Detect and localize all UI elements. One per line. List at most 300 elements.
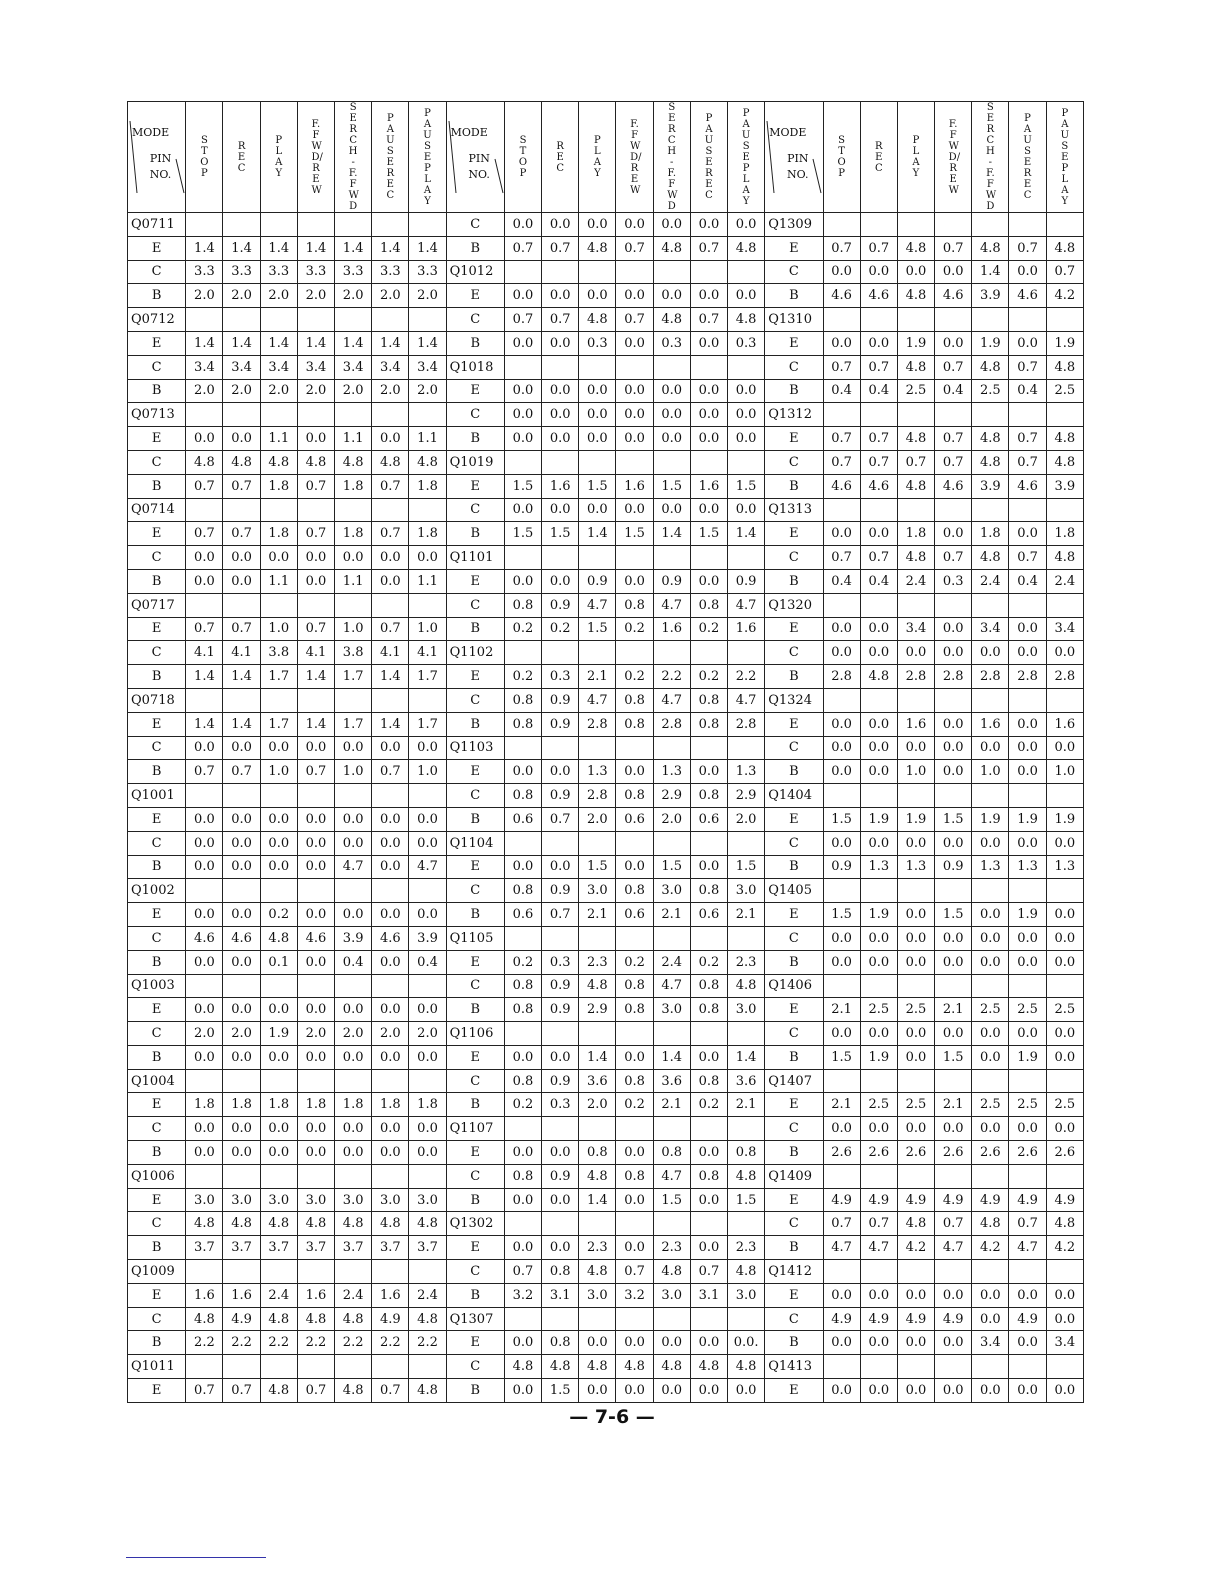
voltage-cell: 0.9	[579, 569, 616, 593]
voltage-cell	[653, 831, 690, 855]
voltage-cell: 0.0	[542, 213, 579, 237]
voltage-cell: 0.0	[823, 617, 860, 641]
pin-id: E	[128, 331, 186, 355]
voltage-cell: 1.8	[897, 522, 934, 546]
voltage-cell	[690, 831, 727, 855]
voltage-cell: 1.4	[335, 331, 372, 355]
pin-id: B	[128, 1141, 186, 1165]
mode-column-label: SERCH-F.FWD	[985, 102, 997, 212]
voltage-cell: 0.7	[1009, 450, 1046, 474]
voltage-cell: 2.2	[297, 1331, 334, 1355]
voltage-cell: 1.4	[653, 522, 690, 546]
voltage-cell: 0.0	[297, 569, 334, 593]
voltage-cell: 0.0	[935, 950, 972, 974]
voltage-cell: 1.4	[297, 712, 334, 736]
voltage-cell: 2.8	[935, 665, 972, 689]
table-row	[128, 403, 1084, 427]
table-row	[128, 213, 1084, 237]
voltage-cell: 2.0	[223, 284, 260, 308]
voltage-cell: 4.8	[1046, 1212, 1083, 1236]
voltage-cell	[728, 260, 765, 284]
voltage-cell	[1046, 498, 1083, 522]
mode-column-header	[409, 102, 446, 213]
voltage-cell: 0.0	[616, 284, 653, 308]
pin-id: B	[128, 950, 186, 974]
voltage-cell	[728, 1117, 765, 1141]
voltage-cell: 0.7	[297, 1379, 334, 1403]
voltage-cell: 0.0	[504, 760, 541, 784]
voltage-cell: 0.0	[260, 807, 297, 831]
voltage-cell: 1.4	[579, 522, 616, 546]
voltage-cell	[935, 784, 972, 808]
voltage-cell	[897, 688, 934, 712]
voltage-cell: 4.6	[1009, 284, 1046, 308]
voltage-cell: 2.4	[335, 1283, 372, 1307]
voltage-cell: 0.7	[186, 617, 223, 641]
mode-column-label: PLAY	[593, 135, 601, 179]
voltage-cell	[935, 498, 972, 522]
pin-id: E	[765, 998, 823, 1022]
voltage-cell: 0.0	[728, 403, 765, 427]
voltage-cell	[297, 879, 334, 903]
pin-id: B	[446, 1379, 504, 1403]
voltage-cell: 0.0	[297, 1117, 334, 1141]
voltage-cell: 0.0	[542, 498, 579, 522]
voltage-cell: 0.0	[297, 427, 334, 451]
transistor-id: Q1019	[446, 450, 504, 474]
voltage-cell	[542, 450, 579, 474]
voltage-cell: 0.0	[542, 1141, 579, 1165]
voltage-cell: 0.3	[728, 331, 765, 355]
voltage-cell: 1.4	[335, 236, 372, 260]
voltage-cell: 0.0	[542, 855, 579, 879]
voltage-cell: 4.8	[972, 355, 1009, 379]
voltage-cell: 1.6	[297, 1283, 334, 1307]
voltage-cell: 0.0	[690, 498, 727, 522]
voltage-cell	[728, 1022, 765, 1046]
voltage-cell	[616, 355, 653, 379]
voltage-cell: 0.0	[223, 569, 260, 593]
mode-column-header	[1009, 102, 1046, 213]
voltage-cell: 0.0	[579, 403, 616, 427]
voltage-cell: 0.7	[372, 760, 409, 784]
voltage-cell: 2.6	[1009, 1141, 1046, 1165]
voltage-cell: 2.3	[579, 1236, 616, 1260]
voltage-cell: 4.7	[935, 1236, 972, 1260]
voltage-cell	[935, 1355, 972, 1379]
table-row	[128, 546, 1084, 570]
voltage-cell	[728, 641, 765, 665]
voltage-cell: 1.0	[897, 760, 934, 784]
voltage-cell: 0.9	[542, 784, 579, 808]
voltage-cell: 0.7	[823, 1212, 860, 1236]
voltage-cell: 2.5	[972, 998, 1009, 1022]
voltage-cell: 1.6	[372, 1283, 409, 1307]
voltage-cell	[542, 260, 579, 284]
voltage-cell	[897, 1164, 934, 1188]
voltage-cell: 4.6	[186, 926, 223, 950]
voltage-cell: 2.8	[579, 784, 616, 808]
pin-id: E	[128, 998, 186, 1022]
voltage-cell	[616, 1117, 653, 1141]
voltage-cell: 0.0	[223, 427, 260, 451]
voltage-cell: 1.8	[372, 1093, 409, 1117]
voltage-cell	[972, 688, 1009, 712]
voltage-cell: 4.2	[1046, 284, 1083, 308]
voltage-cell	[1046, 879, 1083, 903]
voltage-cell: 2.1	[653, 1093, 690, 1117]
voltage-cell: 4.8	[1046, 236, 1083, 260]
voltage-cell: 4.6	[1009, 474, 1046, 498]
voltage-cell	[409, 593, 446, 617]
voltage-cell: 0.0	[1046, 1379, 1083, 1403]
pin-id: E	[128, 427, 186, 451]
voltage-cell: 4.6	[372, 926, 409, 950]
pin-id: B	[446, 712, 504, 736]
voltage-cell: 0.0	[223, 855, 260, 879]
voltage-cell: 1.3	[972, 855, 1009, 879]
voltage-cell: 0.0	[223, 546, 260, 570]
voltage-cell	[542, 1022, 579, 1046]
voltage-cell: 0.0	[616, 1379, 653, 1403]
voltage-cell	[728, 1212, 765, 1236]
voltage-cell: 4.8	[186, 450, 223, 474]
voltage-cell	[186, 1069, 223, 1093]
transistor-id: Q1002	[128, 879, 186, 903]
voltage-cell	[335, 784, 372, 808]
voltage-cell: 0.0	[1046, 641, 1083, 665]
voltage-cell: 0.0	[186, 546, 223, 570]
voltage-cell: 4.8	[542, 1355, 579, 1379]
voltage-cell: 1.5	[823, 903, 860, 927]
voltage-cell	[728, 450, 765, 474]
voltage-cell: 0.7	[823, 427, 860, 451]
voltage-cell: 0.0	[1046, 1022, 1083, 1046]
voltage-cell	[1046, 213, 1083, 237]
mode-column-header	[616, 102, 653, 213]
voltage-cell: 2.2	[223, 1331, 260, 1355]
transistor-id: Q1011	[128, 1355, 186, 1379]
pin-id: E	[446, 474, 504, 498]
voltage-cell	[579, 831, 616, 855]
voltage-cell: 0.0	[409, 736, 446, 760]
voltage-cell: 2.0	[409, 1022, 446, 1046]
voltage-cell: 0.0	[972, 831, 1009, 855]
voltage-cell: 1.5	[504, 522, 541, 546]
voltage-cell	[897, 403, 934, 427]
voltage-cell: 1.7	[260, 712, 297, 736]
voltage-cell	[297, 1260, 334, 1284]
voltage-cell: 0.0	[223, 1117, 260, 1141]
voltage-cell: 0.0	[186, 569, 223, 593]
table-row	[128, 807, 1084, 831]
voltage-cell: 2.1	[823, 998, 860, 1022]
voltage-cell: 0.0	[616, 213, 653, 237]
voltage-cell: 2.6	[1046, 1141, 1083, 1165]
voltage-cell: 0.2	[690, 950, 727, 974]
voltage-cell: 2.0	[335, 1022, 372, 1046]
voltage-cell: 0.0	[823, 831, 860, 855]
voltage-cell: 0.0	[409, 807, 446, 831]
voltage-cell	[935, 879, 972, 903]
voltage-cell: 1.5	[504, 474, 541, 498]
voltage-cell: 4.8	[897, 546, 934, 570]
mode-column-label: PAUSE REC	[704, 113, 714, 201]
transistor-id: Q1009	[128, 1260, 186, 1284]
voltage-cell: 2.4	[972, 569, 1009, 593]
voltage-cell: 0.0	[223, 831, 260, 855]
voltage-cell: 1.8	[972, 522, 1009, 546]
pin-id: E	[765, 522, 823, 546]
voltage-cell: 3.0	[297, 1188, 334, 1212]
pin-id: B	[128, 855, 186, 879]
voltage-cell: 0.9	[653, 569, 690, 593]
voltage-cell: 4.6	[823, 474, 860, 498]
voltage-cell: 0.7	[372, 617, 409, 641]
voltage-cell	[504, 260, 541, 284]
pin-id: B	[765, 950, 823, 974]
voltage-cell: 0.6	[616, 903, 653, 927]
voltage-cell: 0.7	[297, 760, 334, 784]
voltage-cell: 0.0	[897, 1022, 934, 1046]
voltage-cell	[728, 1307, 765, 1331]
voltage-cell	[223, 1260, 260, 1284]
voltage-cell	[372, 498, 409, 522]
voltage-cell	[372, 879, 409, 903]
voltage-cell: 4.8	[860, 665, 897, 689]
voltage-cell: 0.0	[1009, 522, 1046, 546]
voltage-cell: 4.8	[579, 1260, 616, 1284]
voltage-cell: 0.0	[935, 760, 972, 784]
voltage-cell: 0.0	[653, 427, 690, 451]
voltage-cell: 0.0	[335, 546, 372, 570]
voltage-cell: 0.0	[186, 903, 223, 927]
voltage-cell	[297, 593, 334, 617]
voltage-cell: 0.7	[935, 546, 972, 570]
table-row	[128, 1117, 1084, 1141]
mode-column-header	[823, 102, 860, 213]
transistor-id: Q1012	[446, 260, 504, 284]
voltage-cell: 1.5	[935, 1045, 972, 1069]
voltage-cell: 3.0	[409, 1188, 446, 1212]
pin-id: C	[446, 1355, 504, 1379]
voltage-cell: 2.5	[860, 1093, 897, 1117]
voltage-cell: 4.8	[260, 926, 297, 950]
voltage-cell: 1.3	[579, 760, 616, 784]
voltage-cell: 0.0	[690, 1141, 727, 1165]
voltage-cell: 0.0	[728, 379, 765, 403]
voltage-cell: 0.0	[690, 403, 727, 427]
voltage-cell: 0.0	[335, 903, 372, 927]
voltage-cell: 0.8	[504, 712, 541, 736]
pin-id: C	[765, 926, 823, 950]
voltage-cell	[972, 213, 1009, 237]
voltage-cell: 0.3	[542, 950, 579, 974]
voltage-cell: 1.0	[972, 760, 1009, 784]
voltage-cell: 3.0	[728, 1283, 765, 1307]
pin-id: B	[128, 1236, 186, 1260]
voltage-cell	[1046, 974, 1083, 998]
table-row	[128, 974, 1084, 998]
voltage-cell: 3.7	[409, 1236, 446, 1260]
pin-id: B	[446, 998, 504, 1022]
mode-column-header	[335, 102, 372, 213]
pin-id: C	[765, 450, 823, 474]
voltage-cell: 0.7	[297, 617, 334, 641]
voltage-cell: 1.6	[653, 617, 690, 641]
voltage-cell: 1.6	[186, 1283, 223, 1307]
pin-id: C	[128, 1022, 186, 1046]
table-row	[128, 1236, 1084, 1260]
voltage-cell	[297, 308, 334, 332]
voltage-cell: 2.0	[579, 807, 616, 831]
voltage-cell: 0.8	[504, 1069, 541, 1093]
voltage-cell	[335, 974, 372, 998]
voltage-cell: 0.0	[260, 1045, 297, 1069]
transistor-id: Q1313	[765, 498, 823, 522]
voltage-cell: 2.0	[335, 379, 372, 403]
voltage-cell	[297, 498, 334, 522]
voltage-cell	[935, 974, 972, 998]
voltage-cell	[409, 688, 446, 712]
voltage-cell: 1.6	[542, 474, 579, 498]
table-row	[128, 1260, 1084, 1284]
pin-id: B	[765, 284, 823, 308]
voltage-cell: 0.7	[186, 760, 223, 784]
voltage-cell: 0.0	[335, 736, 372, 760]
voltage-cell: 4.8	[297, 450, 334, 474]
voltage-cell: 0.0	[186, 950, 223, 974]
voltage-cell: 0.7	[297, 522, 334, 546]
voltage-cell	[579, 1022, 616, 1046]
voltage-cell: 0.0	[335, 998, 372, 1022]
voltage-cell: 0.0	[297, 1045, 334, 1069]
voltage-cell: 3.0	[372, 1188, 409, 1212]
voltage-cell	[223, 593, 260, 617]
voltage-cell	[372, 784, 409, 808]
voltage-cell: 0.0	[690, 569, 727, 593]
voltage-cell: 0.0	[297, 1141, 334, 1165]
voltage-cell: 4.2	[897, 1236, 934, 1260]
page-number: — 7-6 —	[569, 1406, 655, 1428]
voltage-cell	[186, 403, 223, 427]
voltage-cell: 0.7	[223, 760, 260, 784]
voltage-cell: 4.9	[935, 1307, 972, 1331]
voltage-cell: 1.8	[297, 1093, 334, 1117]
pin-id: B	[446, 807, 504, 831]
voltage-cell	[542, 641, 579, 665]
voltage-cell: 2.2	[372, 1331, 409, 1355]
voltage-cell: 3.4	[972, 617, 1009, 641]
mode-column-header	[223, 102, 260, 213]
pin-id: B	[765, 1236, 823, 1260]
voltage-cell: 0.0	[579, 213, 616, 237]
voltage-cell	[1009, 213, 1046, 237]
voltage-cell: 0.8	[616, 688, 653, 712]
voltage-cell: 1.5	[542, 522, 579, 546]
voltage-cell: 0.2	[616, 665, 653, 689]
voltage-cell: 0.0	[616, 379, 653, 403]
voltage-cell	[860, 213, 897, 237]
voltage-cell: 0.0	[935, 831, 972, 855]
voltage-cell: 3.6	[579, 1069, 616, 1093]
voltage-cell: 4.8	[728, 1260, 765, 1284]
voltage-cell: 4.8	[260, 1212, 297, 1236]
voltage-cell: 4.6	[860, 284, 897, 308]
mode-label: MODE	[132, 126, 170, 139]
pin-id: B	[446, 427, 504, 451]
voltage-cell: 4.1	[372, 641, 409, 665]
voltage-cell: 0.8	[504, 974, 541, 998]
voltage-cell: 0.0	[1009, 831, 1046, 855]
voltage-cell	[260, 498, 297, 522]
pin-id: E	[128, 712, 186, 736]
pin-id: E	[128, 522, 186, 546]
voltage-cell: 1.3	[1046, 855, 1083, 879]
voltage-cell	[1009, 688, 1046, 712]
voltage-cell: 4.1	[186, 641, 223, 665]
voltage-cell: 0.9	[823, 855, 860, 879]
voltage-cell	[579, 450, 616, 474]
voltage-cell: 3.3	[223, 260, 260, 284]
voltage-cell: 4.8	[409, 1379, 446, 1403]
pin-id: E	[765, 1188, 823, 1212]
voltage-cell: 0.4	[860, 379, 897, 403]
voltage-cell	[897, 784, 934, 808]
voltage-cell: 0.0	[972, 1117, 1009, 1141]
voltage-cell: 1.5	[653, 855, 690, 879]
voltage-cell: 0.2	[504, 950, 541, 974]
voltage-cell: 1.9	[1009, 807, 1046, 831]
voltage-cell: 0.7	[935, 450, 972, 474]
voltage-cell: 0.0	[372, 855, 409, 879]
voltage-cell: 0.0	[823, 1117, 860, 1141]
transistor-id: Q1413	[765, 1355, 823, 1379]
voltage-cell: 4.7	[728, 688, 765, 712]
voltage-cell: 0.0	[186, 736, 223, 760]
voltage-cell: 1.0	[335, 760, 372, 784]
voltage-cell: 2.5	[1009, 998, 1046, 1022]
voltage-cell: 0.0	[690, 427, 727, 451]
voltage-cell	[616, 546, 653, 570]
pin-id: C	[446, 1260, 504, 1284]
voltage-cell: 4.9	[972, 1188, 1009, 1212]
voltage-cell: 0.0	[690, 1188, 727, 1212]
pin-id: C	[446, 308, 504, 332]
voltage-cell: 0.0	[616, 569, 653, 593]
table-row	[128, 1355, 1084, 1379]
voltage-cell: 0.0	[579, 498, 616, 522]
voltage-cell: 1.6	[223, 1283, 260, 1307]
voltage-cell: 0.7	[372, 474, 409, 498]
voltage-cell: 0.7	[372, 522, 409, 546]
voltage-cell: 4.8	[728, 1164, 765, 1188]
voltage-cell	[372, 974, 409, 998]
mode-label: MODE	[769, 126, 807, 139]
voltage-cell: 0.0	[1046, 1117, 1083, 1141]
voltage-cell: 2.6	[823, 1141, 860, 1165]
voltage-cell	[823, 974, 860, 998]
voltage-cell: 1.8	[260, 1093, 297, 1117]
voltage-cell	[860, 403, 897, 427]
voltage-cell: 0.7	[542, 807, 579, 831]
mode-column-label: STOP	[200, 135, 209, 179]
voltage-cell: 0.0	[935, 641, 972, 665]
voltage-cell	[897, 974, 934, 998]
voltage-cell: 4.8	[579, 308, 616, 332]
pin-id: C	[446, 403, 504, 427]
voltage-cell	[335, 1164, 372, 1188]
